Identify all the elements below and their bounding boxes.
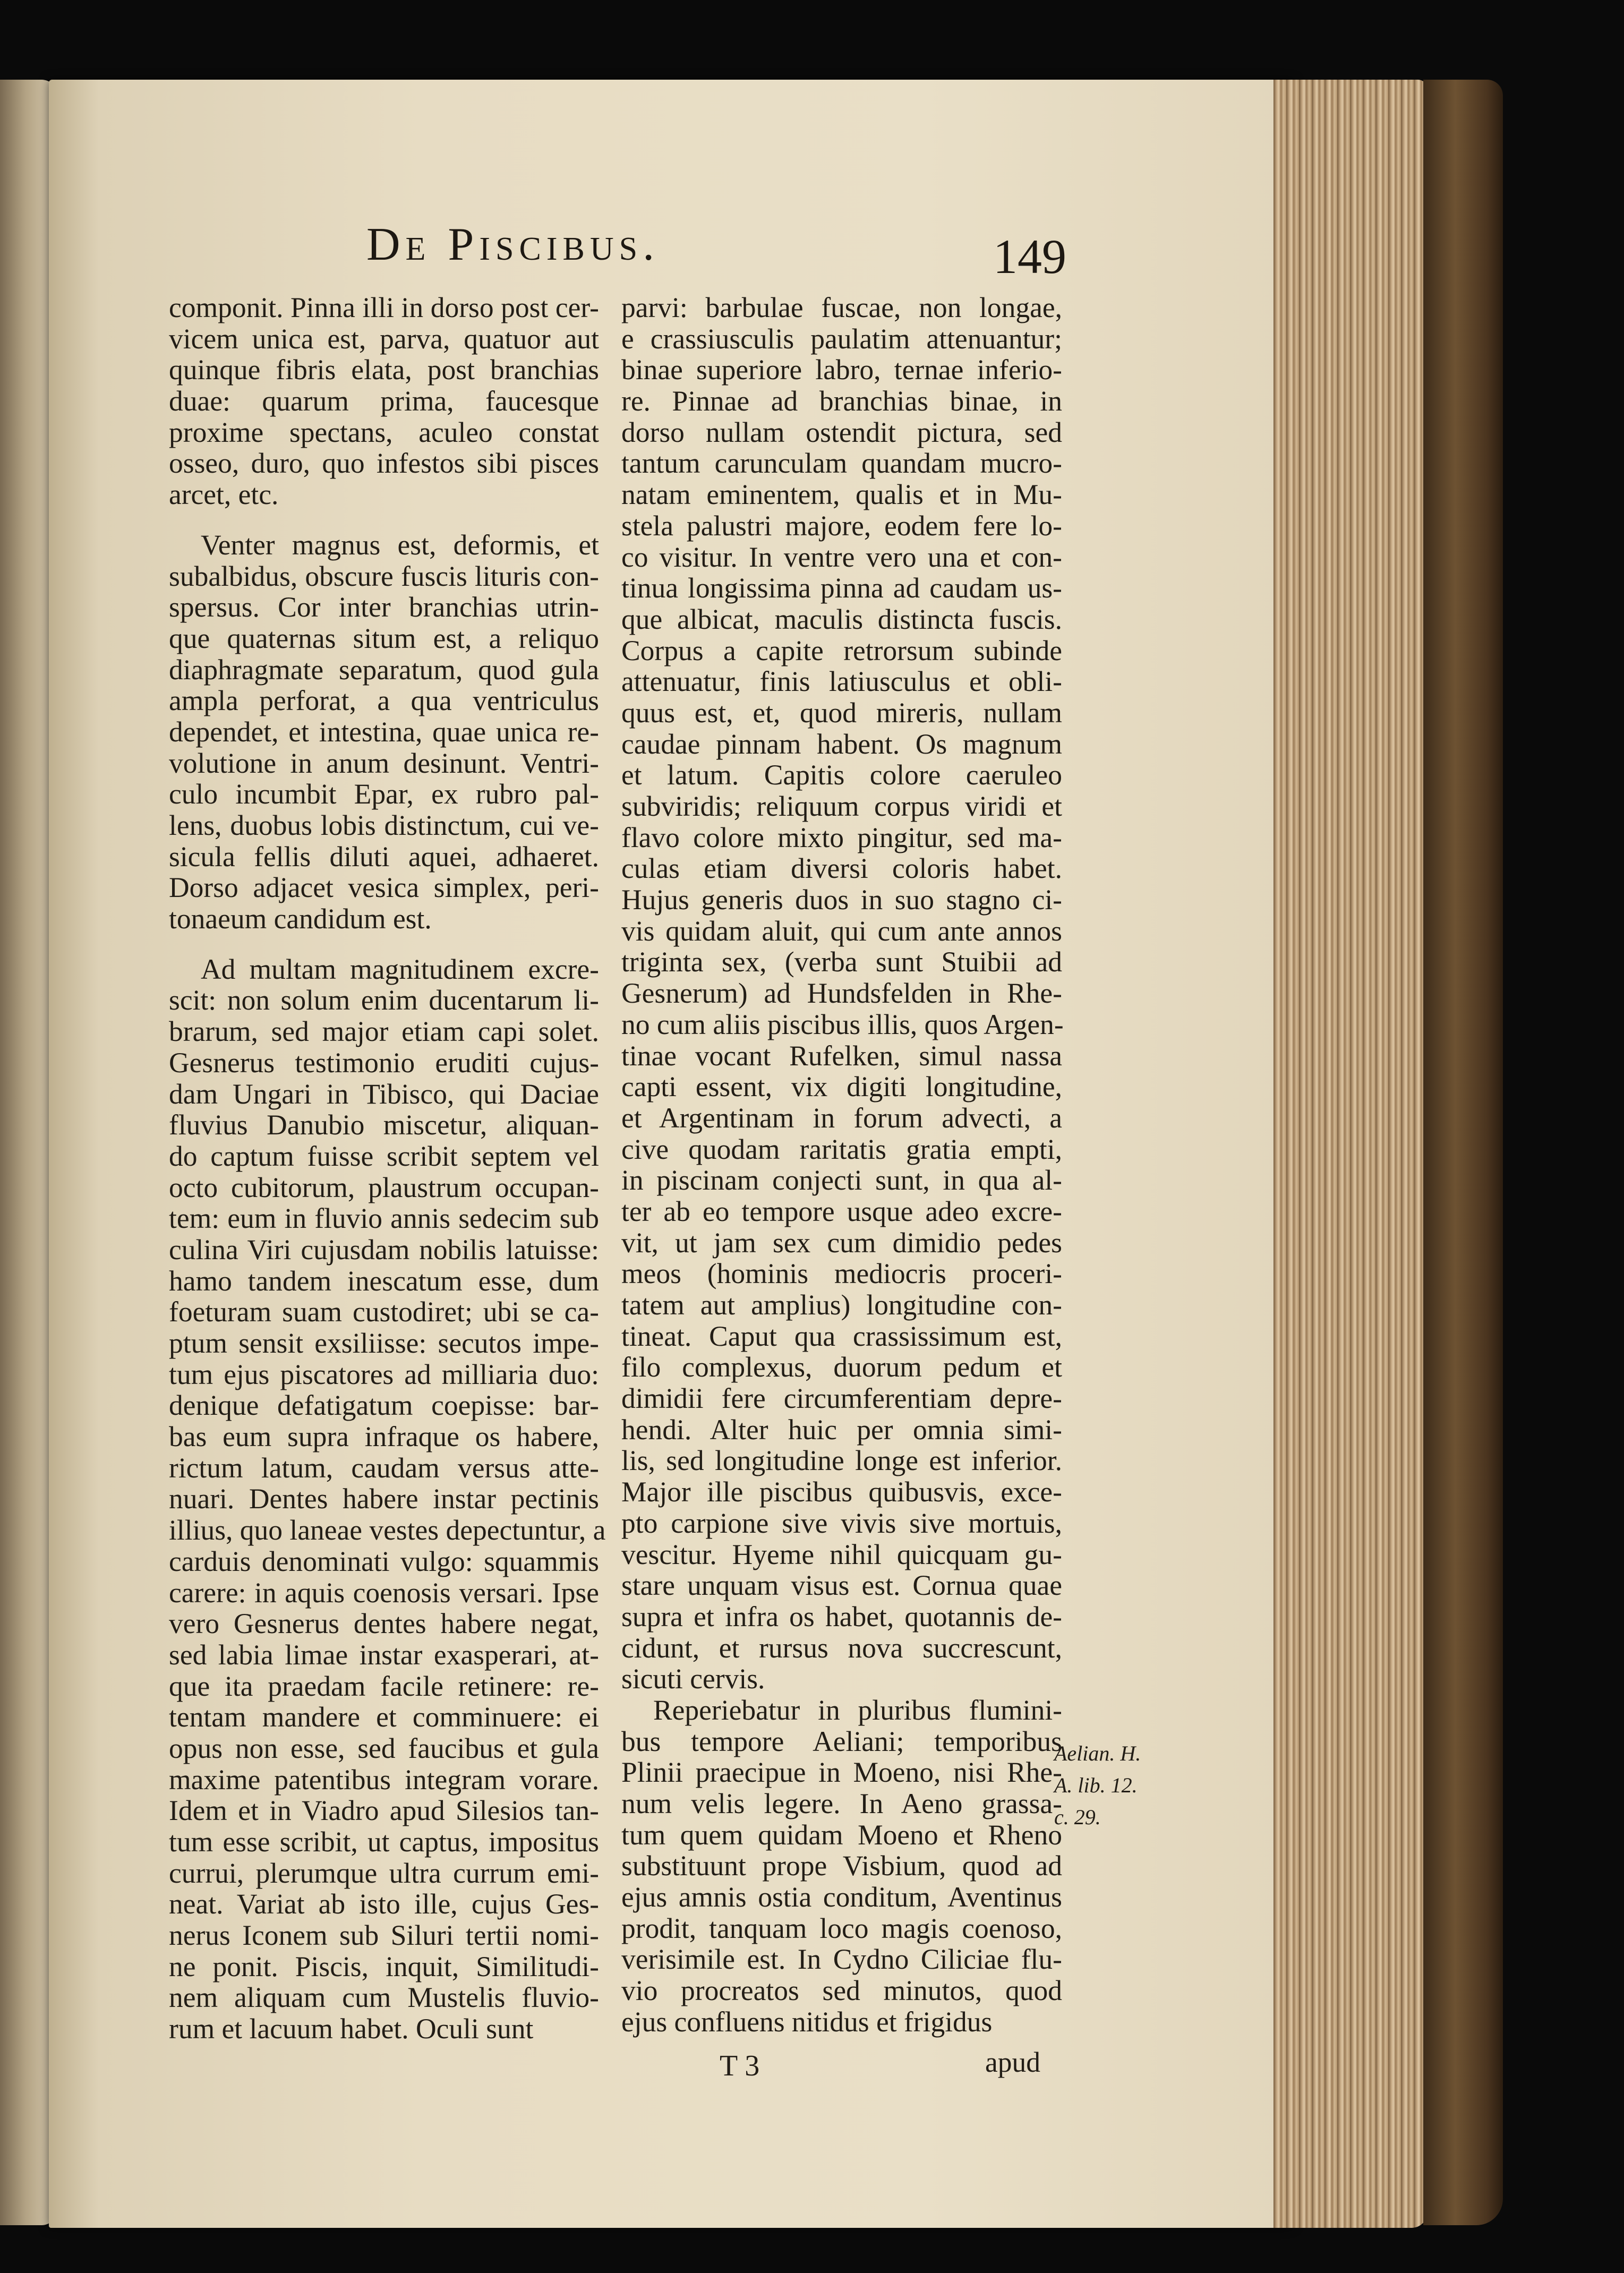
- text-line: cidunt, et rursus nova succrescunt,: [621, 1631, 1062, 1664]
- running-header: De Piscibus.: [366, 219, 660, 270]
- text-line: tum ejus piscatores ad milliaria duo:: [169, 1358, 599, 1390]
- text-line: denique defatigatum coepisse: bar-: [169, 1389, 599, 1422]
- text-line: parvi: barbulae fuscae, non longae,: [621, 292, 1062, 323]
- text-line: substituunt prope Visbium, quod ad: [621, 1850, 1062, 1882]
- text-line: binae superiore labro, ternae inferio-: [621, 354, 1062, 386]
- page-number: 149: [993, 229, 1066, 284]
- text-line: nem aliquam cum Mustelis fluvio-: [169, 1981, 599, 2014]
- text-line: Gesnerum) ad Hundsfelden in Rhe-: [621, 977, 1062, 1010]
- margin-note-line: Aelian. H.: [1054, 1741, 1141, 1765]
- text-line: que albicat, maculis distincta fuscis.: [621, 603, 1062, 635]
- text-line: sicuti cervis.: [621, 1663, 765, 1695]
- text-line: filo complexus, duorum pedum et: [621, 1351, 1062, 1383]
- text-line: rum et lacuum habet. Oculi sunt: [169, 2013, 534, 2045]
- text-line: tonaeum candidum est.: [169, 903, 432, 935]
- signature-mark: T 3: [720, 2049, 760, 2082]
- text-line: triginta sex, (verba sunt Stuibii ad: [621, 946, 1062, 978]
- paragraph: [169, 529, 599, 935]
- text-line: tinua longissima pinna ad caudam us-: [621, 572, 1062, 604]
- text-line: foeturam suam custodiret; ubi se ca-: [169, 1296, 599, 1328]
- text-line: diaphragmate separatum, quod gula: [169, 653, 599, 686]
- text-line: vio procreatos sed minutos, quod: [621, 1975, 1062, 2007]
- text-line: subalbidus, obscure fuscis lituris con-: [169, 560, 599, 592]
- text-line: ampla perforat, a qua ventriculus: [169, 685, 599, 717]
- text-line: sicula fellis diluti aquei, adhaeret.: [169, 840, 599, 873]
- text-column-left: [169, 292, 606, 2045]
- text-line: prodit, tanquam loco magis coenoso,: [621, 1912, 1062, 1944]
- text-line: pto carpione sive vivis sive mortuis,: [621, 1507, 1062, 1539]
- text-line: ne ponit. Piscis, inquit, Similitudi-: [169, 1950, 599, 1983]
- text-line: tantum carunculam quandam mucro-: [621, 447, 1062, 480]
- text-line: Idem et in Viadro apud Silesios tan-: [169, 1795, 599, 1827]
- text-line: flavo colore mixto pingitur, sed ma-: [621, 821, 1062, 853]
- text-line: vescitur. Hyeme nihil quicquam gu-: [621, 1538, 1062, 1570]
- text-line: Reperiebatur in pluribus flumini-: [653, 1694, 1062, 1726]
- page-edges: [1273, 80, 1428, 2228]
- text-line: fluvius Danubio miscetur, aliquan-: [169, 1109, 599, 1141]
- text-line: carere: in aquis coenosis versari. Ipse: [169, 1576, 599, 1609]
- text-line: dimidii fere circumferentiam depre-: [621, 1382, 1062, 1415]
- text-line: nuari. Dentes habere instar pectinis: [169, 1483, 599, 1515]
- text-line: capti essent, vix digiti longitudine,: [621, 1071, 1062, 1103]
- text-line: Hujus generis duos in suo stagno ci-: [621, 884, 1062, 916]
- text-line: e crassiusculis paulatim attenuantur;: [621, 322, 1062, 355]
- text-line: ter ab eo tempore usque adeo excre-: [621, 1195, 1062, 1227]
- text-line: ejus amnis ostia conditum, Aventinus: [621, 1881, 1062, 1913]
- catchword: apud: [985, 2046, 1040, 2078]
- text-line: proxime spectans, aculeo constat: [169, 416, 599, 448]
- text-line: quus est, et, quod mireris, nullam: [621, 696, 1062, 729]
- text-line: opus non esse, sed faucibus et gula: [169, 1732, 599, 1764]
- text-line: arcet, etc.: [169, 478, 279, 511]
- text-line: scit: non solum enim ducentarum li-: [169, 984, 599, 1016]
- text-line: brarum, sed major etiam capi solet.: [169, 1015, 599, 1048]
- text-line: no cum aliis piscibus illis, quos Argen-: [621, 1008, 1064, 1040]
- paragraph: [169, 953, 606, 2045]
- text-line: Venter magnus est, deformis, et: [201, 528, 599, 561]
- margin-note-line: c. 29.: [1054, 1805, 1101, 1829]
- text-line: hamo tandem inescatum esse, dum: [169, 1264, 599, 1297]
- text-line: vit, ut jam sex cum dimidio pedes: [621, 1226, 1062, 1259]
- text-line: neat. Variat ab isto ille, cujus Ges-: [169, 1888, 599, 1920]
- text-line: do captum fuisse scribit septem vel: [169, 1140, 599, 1172]
- margin-note: [1054, 1738, 1141, 1833]
- text-line: tinae vocant Rufelken, simul nassa: [621, 1039, 1062, 1072]
- text-line: co visitur. In ventre vero una et con-: [621, 541, 1062, 573]
- text-line: hendi. Alter huic per omnia simi-: [621, 1413, 1062, 1446]
- paragraph: [621, 1695, 1062, 2038]
- text-line: culo incumbit Epar, ex rubro pal-: [169, 778, 599, 810]
- text-line: maxime patentibus integram vorare.: [169, 1763, 599, 1796]
- text-line: dorso nullam ostendit pictura, sed: [621, 416, 1062, 448]
- text-line: ejus confluens nitidus et frigidus: [621, 2005, 993, 2038]
- text-line: componit. Pinna illi in dorso post cer-: [169, 292, 599, 323]
- text-line: tatem aut amplius) longitudine con-: [621, 1289, 1062, 1321]
- text-line: quinque fibris elata, post branchias: [169, 354, 599, 386]
- paragraph: [621, 292, 1062, 1695]
- book-cover: [1423, 80, 1503, 2225]
- text-line: et latum. Capitis colore caeruleo: [621, 759, 1062, 791]
- text-line: vicem unica est, parva, quatuor aut: [169, 322, 599, 355]
- text-line: nerus Iconem sub Siluri tertii nomi-: [169, 1919, 599, 1952]
- text-line: et Argentinam in forum advecti, a: [621, 1101, 1062, 1134]
- text-line: dam Ungari in Tibisco, qui Daciae: [169, 1078, 599, 1110]
- text-line: vis quidam aluit, qui cum ante annos: [621, 915, 1062, 947]
- text-line: caudae pinnam habent. Os magnum: [621, 728, 1062, 760]
- text-line: bus tempore Aeliani; temporibus: [621, 1725, 1062, 1757]
- text-line: carduis denominati vulgo: squammis: [169, 1545, 599, 1577]
- text-line: meos (hominis mediocris proceri-: [621, 1258, 1062, 1290]
- text-line: lis, sed longitudine longe est inferior.: [621, 1445, 1062, 1477]
- text-line: stela palustri majore, eodem fere lo-: [621, 509, 1062, 542]
- text-line: tum quem quidam Moeno et Rheno: [621, 1818, 1062, 1851]
- margin-note-line: A. lib. 12.: [1054, 1773, 1138, 1797]
- text-line: Dorso adjacet vesica simplex, peri-: [169, 871, 599, 904]
- text-line: Gesnerus testimonio eruditi cujus-: [169, 1046, 599, 1079]
- text-line: sed labia limae instar exasperari, at-: [169, 1638, 599, 1671]
- text-line: supra et infra os habet, quotannis de-: [621, 1600, 1062, 1633]
- text-line: ptum sensit exsiliisse: secutos impe-: [169, 1327, 599, 1359]
- text-line: culina Viri cujusdam nobilis latuisse:: [169, 1233, 599, 1266]
- text-line: dependet, et intestina, quae unica re-: [169, 715, 599, 748]
- text-line: que ita praedam facile retinere: re-: [169, 1670, 599, 1702]
- text-line: verisimile est. In Cydno Ciliciae flu-: [621, 1943, 1062, 1976]
- text-column-right: [621, 292, 1062, 2038]
- text-line: rictum latum, caudam versus atte-: [169, 1451, 599, 1484]
- text-line: in piscinam conjecti sunt, in qua al-: [621, 1164, 1062, 1197]
- text-line: duae: quarum prima, faucesque: [169, 385, 599, 417]
- text-line: Major ille piscibus quibusvis, exce-: [621, 1476, 1062, 1508]
- text-line: octo cubitorum, plaustrum occupan-: [169, 1171, 599, 1203]
- text-line: volutione in anum desinunt. Ventri-: [169, 747, 599, 779]
- text-line: tineat. Caput qua crassissimum est,: [621, 1320, 1062, 1352]
- text-line: attenuatur, finis latiusculus et obli-: [621, 665, 1062, 698]
- text-line: tum esse scribit, ut captus, impositus: [169, 1826, 599, 1858]
- text-line: Plinii praecipue in Moeno, nisi Rhe-: [621, 1756, 1062, 1789]
- text-line: que quaternas situm est, a reliquo: [169, 622, 599, 654]
- paragraph: [169, 292, 599, 510]
- text-line: Corpus a capite retrorsum subinde: [621, 634, 1062, 666]
- text-line: tentam mandere et comminuere: ei: [169, 1701, 599, 1733]
- text-line: bas eum supra infraque os habere,: [169, 1421, 599, 1453]
- text-line: num velis legere. In Aeno grassa-: [621, 1788, 1062, 1819]
- text-line: cive quodam raritatis gratia empti,: [621, 1133, 1062, 1165]
- text-line: spersus. Cor inter branchias utrin-: [169, 591, 599, 623]
- text-line: natam eminentem, qualis et in Mu-: [621, 478, 1062, 511]
- text-line: tem: eum in fluvio annis sedecim sub: [169, 1202, 599, 1235]
- text-line: osseo, duro, quo infestos sibi pisces: [169, 447, 599, 480]
- text-line: culas etiam diversi coloris habet.: [621, 852, 1062, 885]
- text-line: subviridis; reliquum corpus viridi et: [621, 790, 1062, 822]
- text-line: currui, plerumque ultra currum emi-: [169, 1857, 599, 1889]
- text-line: re. Pinnae ad branchias binae, in: [621, 385, 1062, 417]
- text-line: lens, duobus lobis distinctum, cui ve-: [169, 809, 599, 841]
- text-line: vero Gesnerus dentes habere negat,: [169, 1608, 599, 1640]
- text-line: stare unquam visus est. Cornua quae: [621, 1569, 1062, 1602]
- text-line: Ad multam magnitudinem excre-: [201, 953, 599, 985]
- text-line: illius, quo laneae vestes depectuntur, a: [169, 1514, 606, 1546]
